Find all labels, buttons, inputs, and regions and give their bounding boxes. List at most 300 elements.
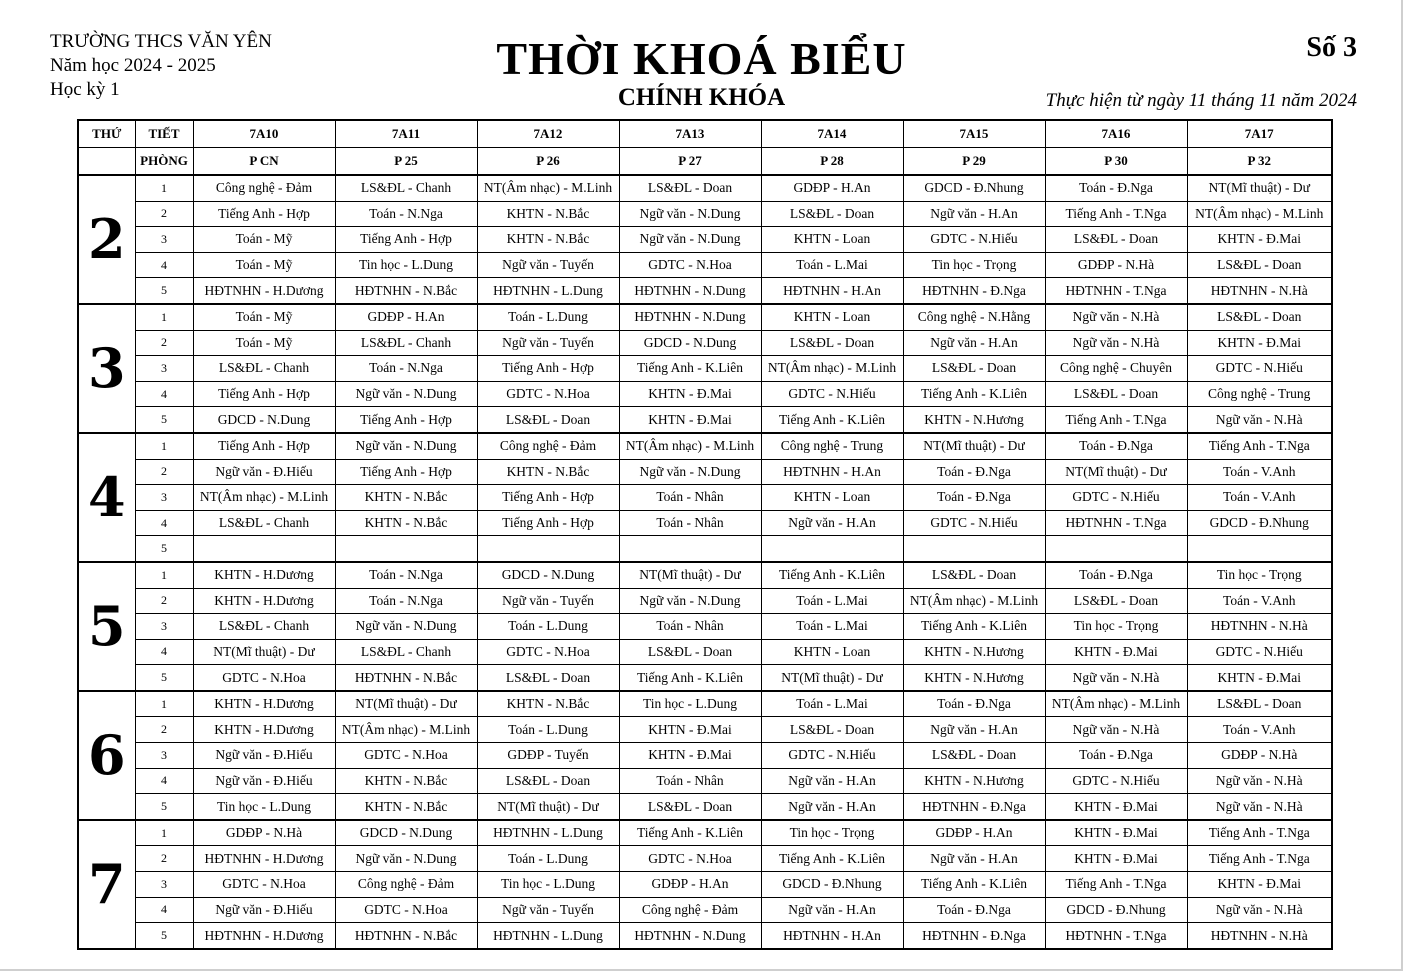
lesson-cell: LS&ĐL - Doan	[1045, 588, 1187, 614]
lesson-cell: GDĐP - H.An	[903, 820, 1045, 846]
lesson-cell: LS&ĐL - Chanh	[193, 356, 335, 382]
table-row	[78, 614, 1332, 640]
lesson-cell: Ngữ văn - Tuyến	[477, 252, 619, 278]
lesson-cell: Tin học - Trọng	[1045, 614, 1187, 640]
lesson-cell: Ngữ văn - Đ.Hiếu	[193, 459, 335, 485]
class-header: 7A15	[903, 120, 1045, 148]
lesson-cell: NT(Âm nhạc) - M.Linh	[761, 356, 903, 382]
lesson-cell: KHTN - Loan	[761, 227, 903, 253]
period-number: 4	[135, 510, 193, 536]
lesson-cell: KHTN - N.Hương	[903, 639, 1045, 665]
lesson-cell: GDĐP - H.An	[761, 175, 903, 201]
lesson-cell: Tiếng Anh - Hợp	[193, 433, 335, 459]
lesson-cell: Toán - L.Mai	[761, 588, 903, 614]
lesson-cell: Công nghệ - Đảm	[193, 175, 335, 201]
period-number: 5	[135, 665, 193, 691]
lesson-cell	[1045, 536, 1187, 562]
lesson-cell: KHTN - Đ.Mai	[1045, 820, 1187, 846]
lesson-cell: GDCD - N.Dung	[193, 407, 335, 433]
lesson-cell: LS&ĐL - Doan	[477, 768, 619, 794]
lesson-cell: GDCD - N.Dung	[477, 562, 619, 588]
lesson-cell: Ngữ văn - H.An	[761, 510, 903, 536]
table-row	[78, 304, 1332, 330]
table-row	[78, 743, 1332, 769]
table-row	[78, 330, 1332, 356]
table-row	[78, 407, 1332, 433]
period-number: 4	[135, 768, 193, 794]
lesson-cell: LS&ĐL - Doan	[477, 407, 619, 433]
lesson-cell: Công nghệ - Đảm	[477, 433, 619, 459]
lesson-cell: Tiếng Anh - T.Nga	[1045, 872, 1187, 898]
lesson-cell	[193, 536, 335, 562]
lesson-cell: Tiếng Anh - T.Nga	[1045, 201, 1187, 227]
lesson-cell: LS&ĐL - Doan	[1045, 381, 1187, 407]
table-row	[78, 201, 1332, 227]
period-number: 4	[135, 897, 193, 923]
lesson-cell: KHTN - Đ.Mai	[1187, 872, 1332, 898]
table-row	[78, 175, 1332, 201]
lesson-cell: GDCD - Đ.Nhung	[1187, 510, 1332, 536]
class-header-row	[78, 120, 1332, 148]
lesson-cell: GDTC - N.Hoa	[193, 872, 335, 898]
lesson-cell: Toán - Mỹ	[193, 252, 335, 278]
lesson-cell: Công nghệ - Đảm	[619, 897, 761, 923]
table-row	[78, 459, 1332, 485]
lesson-cell: Tiếng Anh - T.Nga	[1187, 820, 1332, 846]
lesson-cell: KHTN - N.Bắc	[335, 768, 477, 794]
room-header: P 27	[619, 148, 761, 176]
lesson-cell: Ngữ văn - H.An	[903, 846, 1045, 872]
lesson-cell: GDTC - N.Hiếu	[761, 743, 903, 769]
table-row	[78, 536, 1332, 562]
lesson-cell: HĐTNHN - Đ.Nga	[903, 923, 1045, 949]
lesson-cell: HĐTNHN - H.An	[761, 459, 903, 485]
table-row	[78, 562, 1332, 588]
effective-date: Thực hiện từ ngày 11 tháng 11 năm 2024	[1045, 90, 1357, 111]
lesson-cell: HĐTNHN - N.Hà	[1187, 278, 1332, 304]
lesson-cell: KHTN - N.Bắc	[477, 459, 619, 485]
period-number: 5	[135, 923, 193, 949]
lesson-cell: Ngữ văn - Tuyến	[477, 330, 619, 356]
lesson-cell: KHTN - Loan	[761, 485, 903, 511]
period-number: 4	[135, 252, 193, 278]
lesson-cell: GDTC - N.Hiếu	[761, 381, 903, 407]
lesson-cell: Toán - L.Dung	[477, 614, 619, 640]
lesson-cell: Toán - Mỹ	[193, 304, 335, 330]
period-number: 3	[135, 743, 193, 769]
period-number: 3	[135, 872, 193, 898]
lesson-cell: LS&ĐL - Doan	[477, 665, 619, 691]
lesson-cell: NT(Âm nhạc) - M.Linh	[619, 433, 761, 459]
lesson-cell: KHTN - Đ.Mai	[1045, 794, 1187, 820]
lesson-cell: KHTN - N.Bắc	[477, 201, 619, 227]
lesson-cell: KHTN - N.Bắc	[477, 227, 619, 253]
lesson-cell: KHTN - Đ.Mai	[1045, 846, 1187, 872]
lesson-cell: Tiếng Anh - K.Liên	[619, 665, 761, 691]
lesson-cell: Toán - Đ.Nga	[1045, 743, 1187, 769]
room-header: P 26	[477, 148, 619, 176]
lesson-cell: Ngữ văn - Tuyến	[477, 588, 619, 614]
lesson-cell: Toán - Đ.Nga	[903, 485, 1045, 511]
lesson-cell: Ngữ văn - N.Dung	[335, 433, 477, 459]
lesson-cell: Tiếng Anh - K.Liên	[903, 872, 1045, 898]
room-day-blank	[78, 148, 135, 176]
lesson-cell: Ngữ văn - N.Dung	[335, 381, 477, 407]
lesson-cell: Tiếng Anh - Hợp	[477, 485, 619, 511]
lesson-cell: Ngữ văn - H.An	[903, 201, 1045, 227]
period-number: 3	[135, 614, 193, 640]
lesson-cell: KHTN - Đ.Mai	[1187, 665, 1332, 691]
lesson-cell: KHTN - H.Dương	[193, 562, 335, 588]
class-header: 7A11	[335, 120, 477, 148]
lesson-cell: GDTC - N.Hoa	[335, 743, 477, 769]
lesson-cell: Tiếng Anh - K.Liên	[761, 407, 903, 433]
lesson-cell: KHTN - H.Dương	[193, 691, 335, 717]
lesson-cell: LS&ĐL - Doan	[761, 717, 903, 743]
lesson-cell: Tin học - Trọng	[903, 252, 1045, 278]
day-label: 6	[78, 691, 135, 820]
table-row	[78, 510, 1332, 536]
table-row	[78, 820, 1332, 846]
lesson-cell: GDTC - N.Hiếu	[903, 227, 1045, 253]
period-number: 1	[135, 304, 193, 330]
table-row	[78, 794, 1332, 820]
lesson-cell: KHTN - N.Bắc	[477, 691, 619, 717]
lesson-cell: GDĐP - N.Hà	[1187, 743, 1332, 769]
lesson-cell: Tiếng Anh - Hợp	[477, 356, 619, 382]
lesson-cell: Tiếng Anh - Hợp	[335, 459, 477, 485]
lesson-cell: Toán - Nhân	[619, 510, 761, 536]
lesson-cell: Tin học - Trọng	[761, 820, 903, 846]
lesson-cell: LS&ĐL - Doan	[1187, 304, 1332, 330]
lesson-cell: NT(Âm nhạc) - M.Linh	[1045, 691, 1187, 717]
lesson-cell: NT(Mĩ thuật) - Dư	[193, 639, 335, 665]
lesson-cell: Công nghệ - Đảm	[335, 872, 477, 898]
lesson-cell: Tiếng Anh - T.Nga	[1045, 407, 1187, 433]
table-row	[78, 717, 1332, 743]
room-header-row	[78, 148, 1332, 176]
lesson-cell: NT(Âm nhạc) - M.Linh	[193, 485, 335, 511]
room-header: P 29	[903, 148, 1045, 176]
lesson-cell: Toán - V.Anh	[1187, 717, 1332, 743]
lesson-cell: Ngữ văn - N.Dung	[335, 614, 477, 640]
lesson-cell: KHTN - N.Hương	[903, 407, 1045, 433]
room-header: P 25	[335, 148, 477, 176]
lesson-cell: GDCD - Đ.Nhung	[903, 175, 1045, 201]
table-row	[78, 639, 1332, 665]
lesson-cell: KHTN - Loan	[761, 304, 903, 330]
lesson-cell	[903, 536, 1045, 562]
lesson-cell: Toán - Đ.Nga	[903, 897, 1045, 923]
lesson-cell: HĐTNHN - L.Dung	[477, 820, 619, 846]
lesson-cell: LS&ĐL - Doan	[1187, 252, 1332, 278]
lesson-cell: GDCD - N.Dung	[335, 820, 477, 846]
lesson-cell: HĐTNHN - T.Nga	[1045, 923, 1187, 949]
lesson-cell: LS&ĐL - Doan	[619, 639, 761, 665]
day-label: 2	[78, 175, 135, 304]
lesson-cell: KHTN - H.Dương	[193, 588, 335, 614]
lesson-cell: NT(Mĩ thuật) - Dư	[619, 562, 761, 588]
lesson-cell: HĐTNHN - N.Dung	[619, 278, 761, 304]
lesson-cell: Công nghệ - N.Hằng	[903, 304, 1045, 330]
school-name: TRƯỜNG THCS VĂN YÊN	[50, 31, 272, 52]
lesson-cell: Toán - V.Anh	[1187, 588, 1332, 614]
period-number: 2	[135, 459, 193, 485]
lesson-cell: Ngữ văn - H.An	[761, 768, 903, 794]
lesson-cell: LS&ĐL - Doan	[903, 356, 1045, 382]
table-row	[78, 278, 1332, 304]
lesson-cell: GDTC - N.Hiếu	[903, 510, 1045, 536]
lesson-cell: Ngữ văn - H.An	[903, 717, 1045, 743]
period-number: 3	[135, 485, 193, 511]
lesson-cell: KHTN - Đ.Mai	[619, 743, 761, 769]
period-number: 3	[135, 356, 193, 382]
lesson-cell: LS&ĐL - Chanh	[193, 510, 335, 536]
class-header: 7A17	[1187, 120, 1332, 148]
lesson-cell: HĐTNHN - T.Nga	[1045, 510, 1187, 536]
lesson-cell: KHTN - N.Bắc	[335, 794, 477, 820]
lesson-cell: Công nghệ - Trung	[1187, 381, 1332, 407]
lesson-cell: Toán - Đ.Nga	[1045, 433, 1187, 459]
lesson-cell: KHTN - Đ.Mai	[1187, 227, 1332, 253]
lesson-cell: HĐTNHN - L.Dung	[477, 923, 619, 949]
table-row	[78, 846, 1332, 872]
lesson-cell: KHTN - Đ.Mai	[1187, 330, 1332, 356]
table-row	[78, 897, 1332, 923]
lesson-cell: Toán - Đ.Nga	[1045, 175, 1187, 201]
lesson-cell	[761, 536, 903, 562]
class-header: 7A12	[477, 120, 619, 148]
lesson-cell: Toán - L.Dung	[477, 717, 619, 743]
lesson-cell: Ngữ văn - N.Hà	[1187, 407, 1332, 433]
lesson-cell: GDTC - N.Hoa	[193, 665, 335, 691]
lesson-cell	[1187, 536, 1332, 562]
lesson-cell: LS&ĐL - Doan	[903, 562, 1045, 588]
period-number: 4	[135, 639, 193, 665]
table-row	[78, 923, 1332, 949]
day-label: 3	[78, 304, 135, 433]
lesson-cell: Tiếng Anh - K.Liên	[619, 820, 761, 846]
lesson-cell: LS&ĐL - Chanh	[335, 639, 477, 665]
school-term: Học kỳ 1	[50, 79, 120, 100]
period-number: 5	[135, 407, 193, 433]
lesson-cell: Toán - L.Mai	[761, 614, 903, 640]
lesson-cell: Ngữ văn - N.Dung	[619, 227, 761, 253]
day-label: 4	[78, 433, 135, 562]
lesson-cell: HĐTNHN - N.Bắc	[335, 923, 477, 949]
lesson-cell: HĐTNHN - H.An	[761, 278, 903, 304]
lesson-cell: Ngữ văn - N.Hà	[1187, 768, 1332, 794]
lesson-cell: KHTN - Đ.Mai	[619, 381, 761, 407]
lesson-cell: Toán - N.Nga	[335, 356, 477, 382]
table-row	[78, 768, 1332, 794]
room-header: P 28	[761, 148, 903, 176]
lesson-cell: KHTN - N.Bắc	[335, 485, 477, 511]
table-row	[78, 665, 1332, 691]
school-year: Năm học 2024 - 2025	[50, 55, 216, 76]
room-header: P CN	[193, 148, 335, 176]
period-number: 2	[135, 717, 193, 743]
period-number: 2	[135, 201, 193, 227]
lesson-cell: Ngữ văn - N.Hà	[1045, 717, 1187, 743]
lesson-cell: Toán - L.Dung	[477, 304, 619, 330]
class-header: 7A14	[761, 120, 903, 148]
lesson-cell: Ngữ văn - N.Dung	[619, 588, 761, 614]
lesson-cell: KHTN - N.Hương	[903, 768, 1045, 794]
lesson-cell: HĐTNHN - H.Dương	[193, 846, 335, 872]
lesson-cell: NT(Âm nhạc) - M.Linh	[903, 588, 1045, 614]
lesson-cell: HĐTNHN - H.An	[761, 923, 903, 949]
lesson-cell: GDTC - N.Hiếu	[1187, 639, 1332, 665]
lesson-cell: HĐTNHN - N.Hà	[1187, 923, 1332, 949]
lesson-cell: KHTN - Loan	[761, 639, 903, 665]
lesson-cell: Ngữ văn - N.Hà	[1045, 330, 1187, 356]
lesson-cell: Ngữ văn - Đ.Hiếu	[193, 768, 335, 794]
lesson-cell: HĐTNHN - L.Dung	[477, 278, 619, 304]
col-period-header: TIẾT	[135, 120, 193, 148]
lesson-cell: KHTN - Đ.Mai	[1045, 639, 1187, 665]
table-row	[78, 433, 1332, 459]
lesson-cell: LS&ĐL - Doan	[761, 330, 903, 356]
lesson-cell: NT(Mĩ thuật) - Dư	[1045, 459, 1187, 485]
lesson-cell: Ngữ văn - N.Dung	[335, 846, 477, 872]
lesson-cell: Toán - L.Mai	[761, 252, 903, 278]
lesson-cell: GDĐP - H.An	[619, 872, 761, 898]
lesson-cell: GDĐP - Tuyến	[477, 743, 619, 769]
lesson-cell: Ngữ văn - N.Hà	[1187, 794, 1332, 820]
table-row	[78, 356, 1332, 382]
lesson-cell: Ngữ văn - N.Dung	[619, 459, 761, 485]
lesson-cell: Toán - V.Anh	[1187, 459, 1332, 485]
lesson-cell: Tiếng Anh - K.Liên	[761, 846, 903, 872]
lesson-cell: Công nghệ - Trung	[761, 433, 903, 459]
lesson-cell: HĐTNHN - N.Dung	[619, 304, 761, 330]
lesson-cell: HĐTNHN - H.Dương	[193, 278, 335, 304]
lesson-cell: LS&ĐL - Doan	[1045, 227, 1187, 253]
lesson-cell: Tin học - L.Dung	[619, 691, 761, 717]
lesson-cell: GDTC - N.Hoa	[619, 252, 761, 278]
timetable	[77, 119, 1333, 950]
lesson-cell	[335, 536, 477, 562]
lesson-cell: GDTC - N.Hiếu	[1045, 768, 1187, 794]
period-number: 4	[135, 381, 193, 407]
lesson-cell: KHTN - H.Dương	[193, 717, 335, 743]
lesson-cell	[477, 536, 619, 562]
lesson-cell: GDTC - N.Hiếu	[1045, 485, 1187, 511]
lesson-cell	[619, 536, 761, 562]
period-number: 2	[135, 846, 193, 872]
page-subtitle: CHÍNH KHÓA	[617, 84, 786, 111]
period-number: 5	[135, 536, 193, 562]
period-number: 3	[135, 227, 193, 253]
lesson-cell: Công nghệ - Chuyên	[1045, 356, 1187, 382]
lesson-cell: Tiếng Anh - Hợp	[335, 227, 477, 253]
room-header: P 30	[1045, 148, 1187, 176]
lesson-cell: Tiếng Anh - Hợp	[193, 381, 335, 407]
room-header: P 32	[1187, 148, 1332, 176]
day-label: 7	[78, 820, 135, 949]
period-number: 1	[135, 175, 193, 201]
lesson-cell: Ngữ văn - H.An	[761, 794, 903, 820]
lesson-cell: GDTC - N.Hoa	[477, 381, 619, 407]
lesson-cell: Toán - Đ.Nga	[903, 459, 1045, 485]
lesson-cell: HĐTNHN - Đ.Nga	[903, 794, 1045, 820]
period-number: 1	[135, 820, 193, 846]
lesson-cell: LS&ĐL - Doan	[619, 175, 761, 201]
lesson-cell: HĐTNHN - T.Nga	[1045, 278, 1187, 304]
lesson-cell: GDCD - Đ.Nhung	[1045, 897, 1187, 923]
lesson-cell: Tin học - Trọng	[1187, 562, 1332, 588]
period-number: 2	[135, 330, 193, 356]
lesson-cell: Toán - Đ.Nga	[1045, 562, 1187, 588]
lesson-cell: Toán - Đ.Nga	[903, 691, 1045, 717]
lesson-cell: NT(Mĩ thuật) - Dư	[903, 433, 1045, 459]
table-row	[78, 588, 1332, 614]
lesson-cell: LS&ĐL - Doan	[1187, 691, 1332, 717]
lesson-cell: Ngữ văn - Tuyến	[477, 897, 619, 923]
lesson-cell: NT(Mĩ thuật) - Dư	[477, 794, 619, 820]
table-row	[78, 691, 1332, 717]
document-number: Số 3	[1306, 32, 1357, 63]
lesson-cell: GDĐP - N.Hà	[1045, 252, 1187, 278]
period-number: 1	[135, 433, 193, 459]
lesson-cell: KHTN - N.Bắc	[335, 510, 477, 536]
lesson-cell: HĐTNHN - N.Bắc	[335, 665, 477, 691]
lesson-cell: Toán - Nhân	[619, 768, 761, 794]
lesson-cell: NT(Mĩ thuật) - Dư	[1187, 175, 1332, 201]
lesson-cell: GDTC - N.Hiếu	[1187, 356, 1332, 382]
lesson-cell: NT(Âm nhạc) - M.Linh	[1187, 201, 1332, 227]
lesson-cell: GDTC - N.Hoa	[619, 846, 761, 872]
lesson-cell: Tiếng Anh - T.Nga	[1187, 846, 1332, 872]
lesson-cell: Ngữ văn - Đ.Hiếu	[193, 743, 335, 769]
lesson-cell: Tiếng Anh - K.Liên	[903, 381, 1045, 407]
lesson-cell: GDTC - N.Hoa	[477, 639, 619, 665]
lesson-cell: Toán - L.Mai	[761, 691, 903, 717]
page-title: THỜI KHOÁ BIỂU	[496, 33, 907, 84]
lesson-cell: NT(Âm nhạc) - M.Linh	[477, 175, 619, 201]
table-row	[78, 227, 1332, 253]
lesson-cell: KHTN - Đ.Mai	[619, 407, 761, 433]
period-number: 5	[135, 794, 193, 820]
lesson-cell: Ngữ văn - N.Hà	[1045, 304, 1187, 330]
table-row	[78, 485, 1332, 511]
lesson-cell: Tiếng Anh - K.Liên	[761, 562, 903, 588]
class-header: 7A13	[619, 120, 761, 148]
room-label: PHÒNG	[135, 148, 193, 176]
lesson-cell: Toán - L.Dung	[477, 846, 619, 872]
lesson-cell: LS&ĐL - Chanh	[193, 614, 335, 640]
lesson-cell: Tiếng Anh - K.Liên	[903, 614, 1045, 640]
lesson-cell: Tiếng Anh - K.Liên	[619, 356, 761, 382]
lesson-cell: Ngữ văn - H.An	[903, 330, 1045, 356]
lesson-cell: HĐTNHN - N.Hà	[1187, 614, 1332, 640]
lesson-cell: LS&ĐL - Doan	[903, 743, 1045, 769]
lesson-cell: Toán - N.Nga	[335, 588, 477, 614]
lesson-cell: GDTC - N.Hoa	[335, 897, 477, 923]
lesson-cell: GDĐP - H.An	[335, 304, 477, 330]
lesson-cell: NT(Mĩ thuật) - Dư	[335, 691, 477, 717]
lesson-cell: Ngữ văn - N.Hà	[1187, 897, 1332, 923]
lesson-cell: LS&ĐL - Chanh	[335, 330, 477, 356]
lesson-cell: Toán - V.Anh	[1187, 485, 1332, 511]
lesson-cell: Tin học - L.Dung	[193, 794, 335, 820]
lesson-cell: Toán - N.Nga	[335, 201, 477, 227]
day-label: 5	[78, 562, 135, 691]
period-number: 2	[135, 588, 193, 614]
lesson-cell: Toán - Nhân	[619, 485, 761, 511]
period-number: 5	[135, 278, 193, 304]
